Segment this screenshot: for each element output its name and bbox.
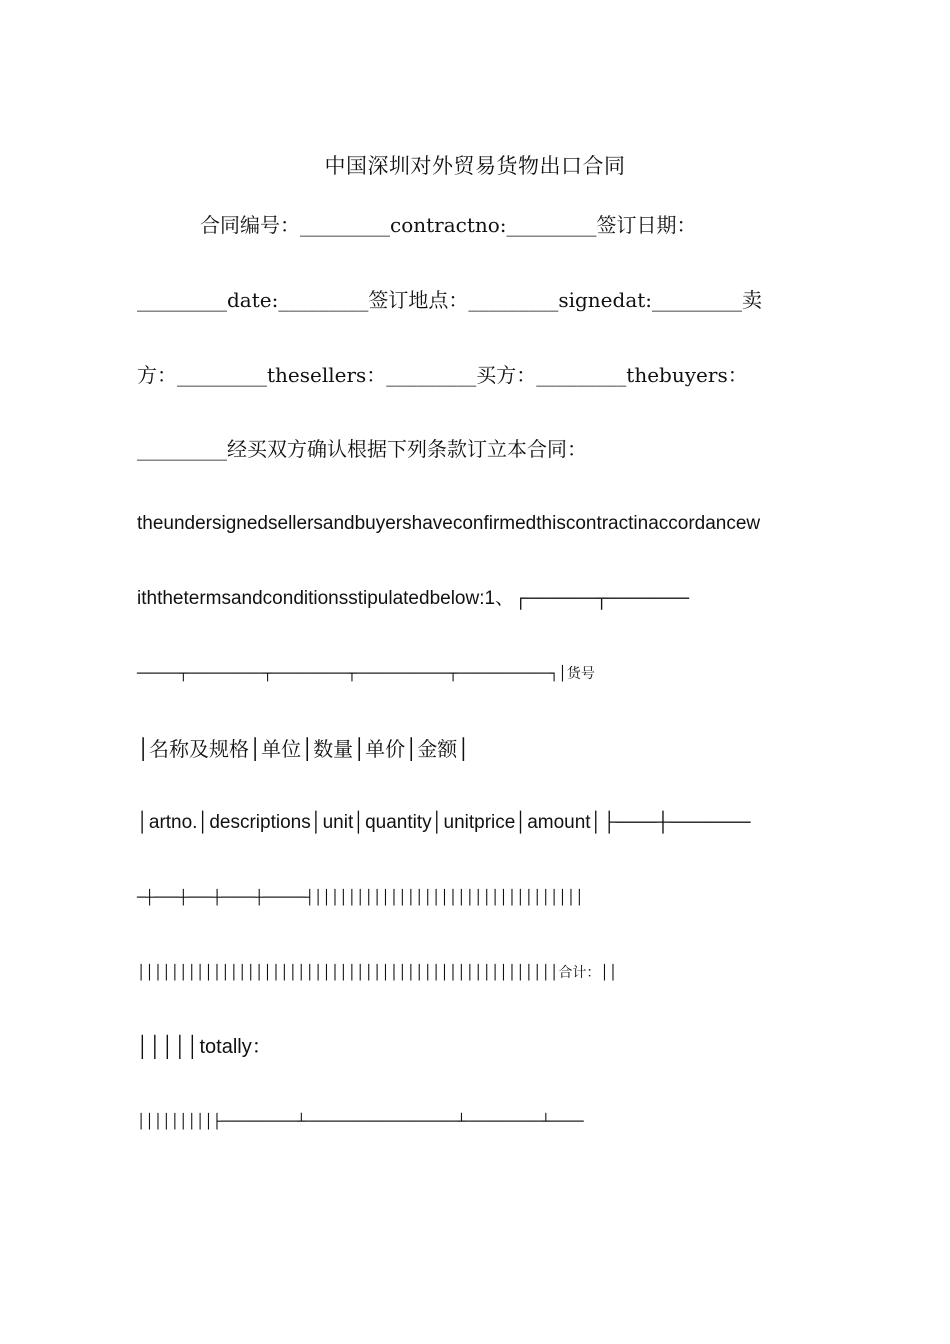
- line-13-text: │││││││││├─────────┴──────────────────┴─────────┴────: [137, 1114, 584, 1130]
- table-header-zh: [137, 734, 815, 764]
- text-line-3: [137, 360, 815, 390]
- table-border-line-1: [137, 659, 815, 689]
- line-10-text: ─┼───┼───┼────┼─────┤││││││││││││││││││││││││││││││││: [137, 890, 584, 906]
- line-9-text: │artno.│descriptions│unit│quantity│unitprice│amount│├───┼──────: [137, 812, 751, 833]
- table-total-row: [137, 958, 815, 988]
- table-totally-row: [137, 1032, 815, 1062]
- line-4-text: _________经买双方确认根据下列条款订立本合同：: [137, 437, 587, 461]
- line-6-text: iththetermsandconditionsstipulatedbelow:1、┌─────┬──────: [137, 588, 690, 609]
- text-line-4: [137, 434, 815, 464]
- line-12-text: │││││totally：: [137, 1036, 272, 1058]
- line-2-text: _________date:_________签订地点：_________signedat:_________卖: [137, 288, 763, 312]
- line-1-text: 合同编号：_________contractno:_________签订日期：: [200, 213, 697, 237]
- document-title: 中国深圳对外贸易货物出口合同: [324, 154, 626, 178]
- line-7-text: ─────┬─────────┬─────────┬───────────┬───────────┐│货号: [137, 666, 595, 682]
- text-line-2: [137, 285, 815, 315]
- table-border-line-2: [137, 883, 815, 913]
- text-line-1: [137, 210, 815, 240]
- line-11-text: ││││││││││││││││││││││││││││││││││││││││││││││││││合计：││: [137, 965, 618, 981]
- line-5-text: theundersignedsellersandbuyershaveconfirmedthiscontractinaccordancew: [137, 513, 761, 534]
- text-line-6: [137, 584, 815, 614]
- table-border-line-3: [137, 1107, 815, 1137]
- table-header-en: [137, 808, 815, 838]
- line-3-text: 方：_________thesellers：_________买方：_________thebuyers：: [137, 363, 748, 387]
- line-8-text: │名称及规格│单位│数量│单价│金额│: [137, 737, 470, 761]
- text-line-5: [137, 509, 815, 539]
